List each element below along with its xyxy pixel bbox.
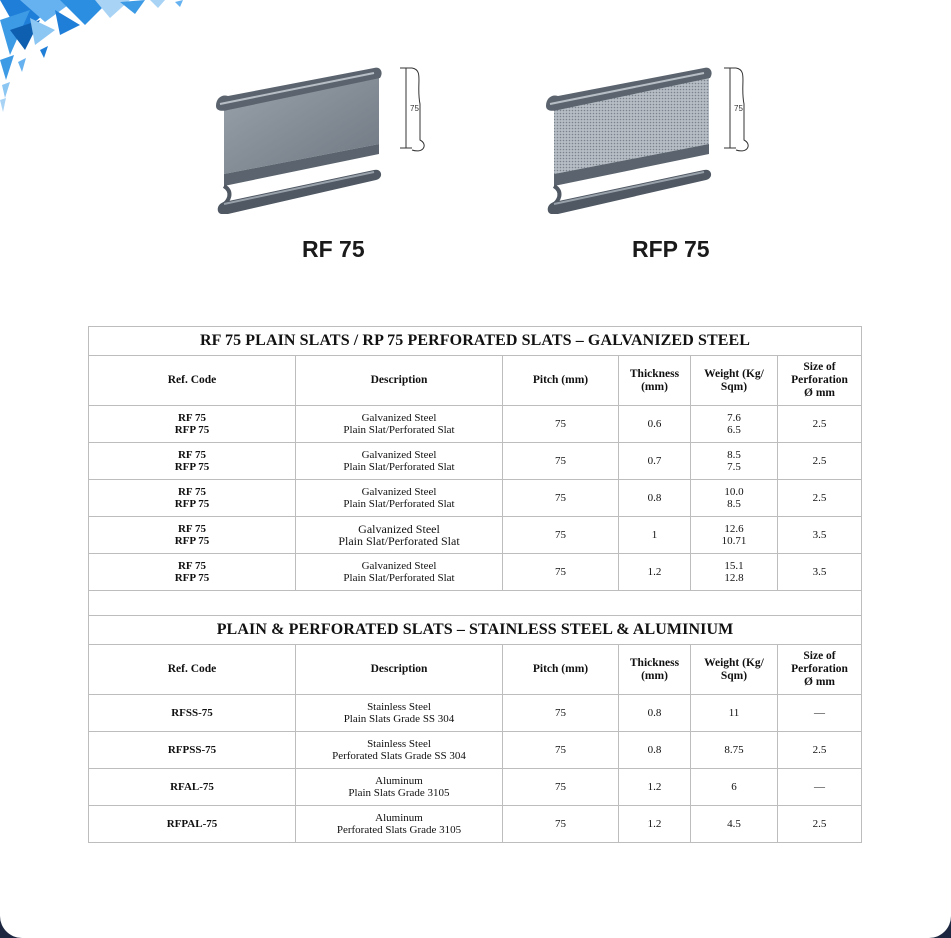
table-row (89, 443, 862, 480)
thickness-cell: 0.8 (619, 732, 691, 769)
pitch-cell: 75 (503, 480, 619, 517)
ref-code-line1: RF 75 (177, 412, 206, 424)
weight-line1: 8.5 (727, 449, 741, 461)
ref-code-cell: RFPAL-75 (89, 806, 296, 843)
product-label-rfp75: RFP 75 (632, 236, 710, 262)
ref-code-line2: RFP 75 (174, 535, 210, 547)
ref-code-line2: RFP 75 (174, 498, 210, 510)
ref-code-cell: RFSS-75 (89, 695, 296, 732)
table-row (89, 480, 862, 517)
weight-cell (691, 517, 778, 554)
description-cell (296, 517, 503, 554)
weight-line2: 12.8 (724, 572, 744, 584)
ref-code-cell (89, 554, 296, 591)
ref-code-line2: RFP 75 (174, 424, 210, 436)
description-cell (296, 480, 503, 517)
pitch-cell: 75 (503, 695, 619, 732)
table-row (89, 406, 862, 443)
header-weight-line1: Weight (Kg/ (704, 656, 764, 669)
pitch-cell: 75 (503, 732, 619, 769)
description-cell (296, 732, 503, 769)
weight-cell (691, 554, 778, 591)
ref-code-cell (89, 480, 296, 517)
table-row (89, 554, 862, 591)
perforation-cell: 2.5 (778, 480, 862, 517)
weight-line1: 15.1 (724, 560, 744, 572)
description-cell (296, 443, 503, 480)
weight-line2: 10.71 (721, 535, 747, 547)
description-cell (296, 406, 503, 443)
header-perforation-line1: Size of (803, 650, 836, 662)
header-weight-line2: Sqm) (720, 669, 748, 682)
header-thickness-line2: (mm) (641, 669, 668, 682)
description-line2: Plain Slat/Perforated Slat (343, 572, 455, 584)
table-row (89, 806, 862, 843)
header-weight-line2: Sqm) (720, 380, 748, 393)
perforation-cell: 2.5 (778, 443, 862, 480)
thickness-cell: 1.2 (619, 806, 691, 843)
ref-code-cell: RFPSS-75 (89, 732, 296, 769)
weight-cell: 8.75 (691, 732, 778, 769)
pitch-cell: 75 (503, 406, 619, 443)
svg-text:75: 75 (410, 104, 419, 113)
pitch-cell: 75 (503, 517, 619, 554)
header-perforation-line2: Perforation (791, 374, 848, 386)
description-line1: Galvanized Steel (358, 522, 440, 536)
header-ref-code: Ref. Code (89, 645, 296, 695)
header-weight-line1: Weight (Kg/ (704, 367, 764, 380)
description-line1: Galvanized Steel (361, 486, 437, 498)
header-description: Description (296, 356, 503, 406)
header-perforation-line3: Ø mm (804, 676, 835, 688)
ref-code-line2: RFP 75 (174, 461, 210, 473)
pitch-cell: 75 (503, 554, 619, 591)
product-rfp75-drawing (544, 64, 774, 239)
header-weight (691, 645, 778, 695)
description-line2: Perforated Slats Grade SS 304 (332, 750, 466, 762)
product-label-rf75: RF 75 (302, 236, 365, 262)
description-line2: Perforated Slats Grade 3105 (336, 824, 462, 836)
header-perforation-line1: Size of (803, 361, 836, 373)
description-line2: Plain Slat/Perforated Slat (343, 424, 455, 436)
weight-cell: 4.5 (691, 806, 778, 843)
perforation-cell: 2.5 (778, 406, 862, 443)
header-perforation (778, 356, 862, 406)
description-line1: Aluminum (375, 775, 423, 787)
thickness-cell: 1.2 (619, 554, 691, 591)
description-cell (296, 806, 503, 843)
header-perforation-line3: Ø mm (804, 387, 835, 399)
perforation-cell: 3.5 (778, 517, 862, 554)
ref-code-cell (89, 443, 296, 480)
thickness-cell: 1.2 (619, 769, 691, 806)
weight-line2: 6.5 (727, 424, 741, 436)
galvanized-header-row (89, 356, 862, 406)
ref-code-line1: RF 75 (177, 449, 206, 461)
pitch-cell: 75 (503, 443, 619, 480)
header-thickness-line1: Thickness (629, 367, 680, 380)
thickness-cell: 0.7 (619, 443, 691, 480)
stainless-header-row (89, 645, 862, 695)
description-line2: Plain Slat/Perforated Slat (343, 461, 455, 473)
table-row (89, 695, 862, 732)
weight-line2: 7.5 (727, 461, 741, 473)
description-cell (296, 695, 503, 732)
specification-table (88, 326, 862, 843)
description-line2: Plain Slat/Perforated Slat (338, 534, 460, 548)
table-spacer-row (89, 591, 862, 616)
ref-code-line1: RF 75 (177, 486, 206, 498)
ref-code-line1: RF 75 (177, 560, 206, 572)
plain-slat-icon (214, 64, 444, 239)
stainless-table-title: PLAIN & PERFORATED SLATS – STAINLESS STEEL & ALUMINIUM (89, 616, 862, 645)
pitch-cell: 75 (503, 806, 619, 843)
header-perforation-line2: Perforation (791, 663, 848, 675)
perforation-cell: 2.5 (778, 806, 862, 843)
weight-line1: 10.0 (724, 486, 744, 498)
description-line1: Stainless Steel (367, 701, 431, 713)
perforation-cell: 2.5 (778, 732, 862, 769)
svg-text:75: 75 (734, 104, 743, 113)
ref-code-line1: RF 75 (177, 523, 206, 535)
weight-cell (691, 443, 778, 480)
thickness-cell: 0.8 (619, 480, 691, 517)
header-thickness (619, 356, 691, 406)
table-row (89, 769, 862, 806)
galvanized-title-row (89, 327, 862, 356)
perforation-cell: — (778, 769, 862, 806)
description-line1: Galvanized Steel (361, 560, 437, 572)
weight-cell: 11 (691, 695, 778, 732)
ref-code-line2: RFP 75 (174, 572, 210, 584)
pitch-cell: 75 (503, 769, 619, 806)
description-cell (296, 769, 503, 806)
description-line2: Plain Slats Grade 3105 (348, 787, 450, 799)
thickness-cell: 0.8 (619, 695, 691, 732)
weight-cell (691, 480, 778, 517)
ref-code-cell (89, 517, 296, 554)
thickness-cell: 0.6 (619, 406, 691, 443)
table-row (89, 517, 862, 554)
corner-decoration-icon (0, 0, 200, 120)
perforation-cell: 3.5 (778, 554, 862, 591)
ref-code-cell: RFAL-75 (89, 769, 296, 806)
thickness-cell: 1 (619, 517, 691, 554)
header-pitch: Pitch (mm) (503, 645, 619, 695)
description-line1: Galvanized Steel (361, 412, 437, 424)
header-weight (691, 356, 778, 406)
description-line2: Plain Slat/Perforated Slat (343, 498, 455, 510)
description-line1: Stainless Steel (367, 738, 431, 750)
description-cell (296, 554, 503, 591)
header-pitch: Pitch (mm) (503, 356, 619, 406)
weight-line1: 12.6 (724, 523, 744, 535)
perforation-cell: — (778, 695, 862, 732)
ref-code-cell (89, 406, 296, 443)
description-line1: Aluminum (375, 812, 423, 824)
header-thickness (619, 645, 691, 695)
weight-line2: 8.5 (727, 498, 741, 510)
header-ref-code: Ref. Code (89, 356, 296, 406)
header-description: Description (296, 645, 503, 695)
weight-cell (691, 406, 778, 443)
perforated-slat-icon (544, 64, 774, 239)
table-row (89, 732, 862, 769)
product-rf75-drawing (214, 64, 444, 239)
weight-line1: 7.6 (727, 412, 741, 424)
header-thickness-line1: Thickness (629, 656, 680, 669)
description-line2: Plain Slats Grade SS 304 (343, 713, 455, 725)
stainless-title-row (89, 616, 862, 645)
galvanized-table-title: RF 75 PLAIN SLATS / RP 75 PERFORATED SLATS – GALVANIZED STEEL (89, 327, 862, 356)
description-line1: Galvanized Steel (361, 449, 437, 461)
weight-cell: 6 (691, 769, 778, 806)
header-thickness-line2: (mm) (641, 380, 668, 393)
header-perforation (778, 645, 862, 695)
table-spacer-cell (89, 591, 862, 616)
